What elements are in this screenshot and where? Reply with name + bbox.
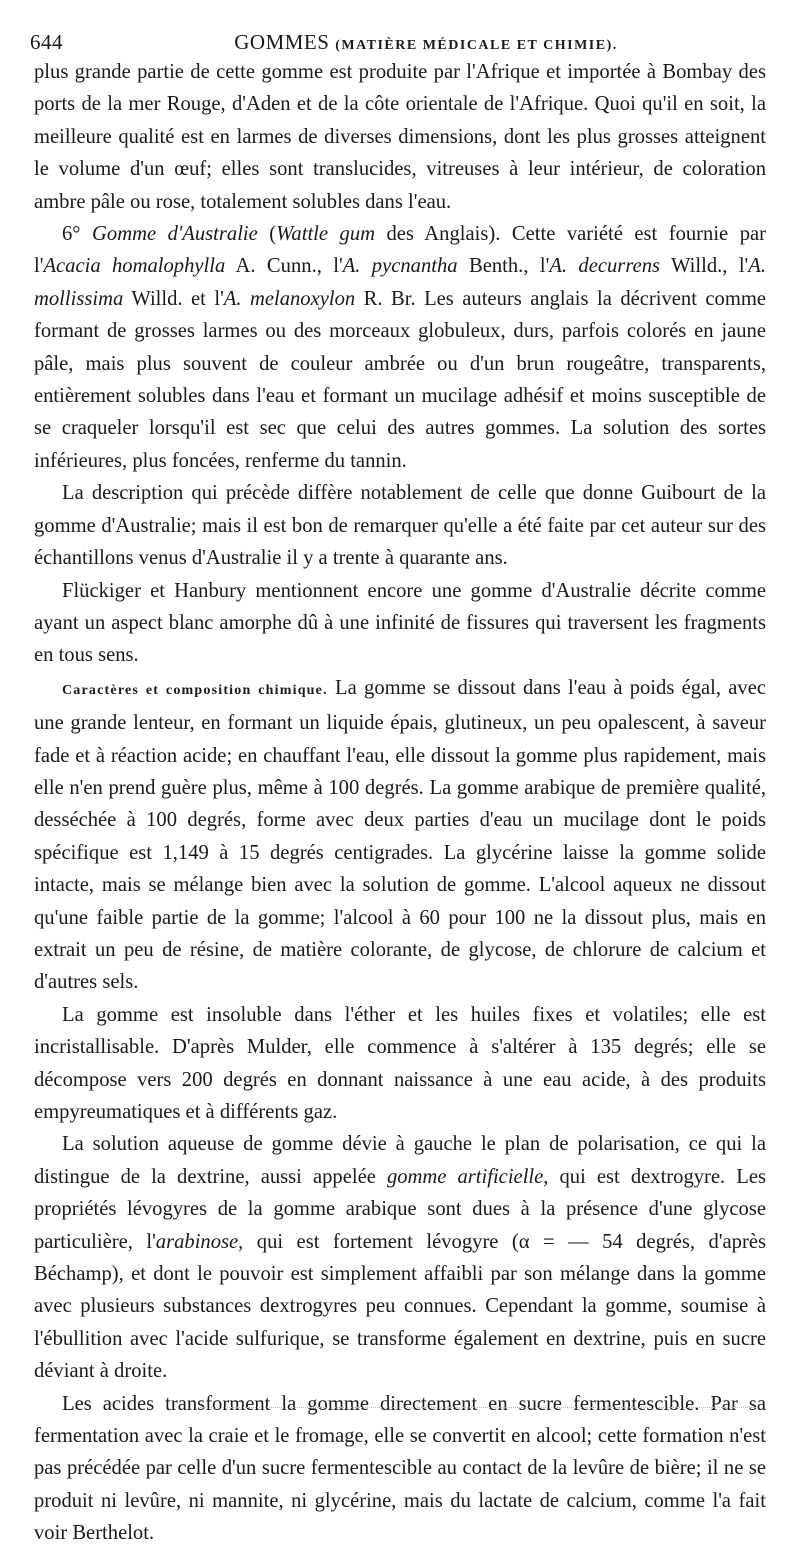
footer-smudge — [200, 1407, 760, 1409]
text-run: Benth., l' — [457, 255, 550, 278]
english-name: Wattle gum — [276, 223, 375, 246]
running-title — [30, 30, 762, 55]
italic-term: arabinose — [155, 1230, 239, 1253]
text-run: La gomme se dissout dans l'eau à poids égal, avec une grande lenteur, en formant un liquide épais, glutineux, un peu opalescent, à saveur fade et à réaction acide; en chauffant l'eau, elle dissout la gomme plus rapidement, mais elle n'en prend guère plus, même à 100 degrés. La gomme arabique de première qualité, desséchée à 100 degrés, forme avec deux parties d'eau un mucilage dont le poids spécifique est 1,149 à 15 degrés centigrades. La glycérine laisse la gomme solide intacte, mais se mélange bien avec la solution de gomme. L'alcool aqueux ne dissout qu'une faible partie de la gomme; l'alcool à 60 pour 100 ne la dissout plus, mais en extrait un peu de résine, de matière colorante, de glycose, de chlorure de calcium et d'autres sels. — [34, 676, 767, 994]
running-header — [30, 28, 762, 54]
text-run: , qui est fortement lévogyre (α = — 54 degrés, d'après Béchamp), et dont le pouvoir est simplement affaibli par son mélange dans la gomme avec plusieurs substances dextrogyres peu connues. Cependant la gomme, soumise à l'ébullition avec l'acide sulfurique, se transforme également en dextrine, puis en sucre déviant à droite. — [34, 1230, 766, 1383]
text-run: ( — [257, 223, 277, 246]
paragraph-acides: Les acides transforment la gomme directement en sucre fermentescible. Par sa fermentation avec la craie et le fromage, elle se convertit en alcool; cette formation n'est pas précédée par celle d'un sucre fermentescible au contact de la levûre de bière; il ne se produit ni levûre, ni mannite, ni glycérine, mais du lactate de calcium, comme l'a fait voir Berthelot. — [34, 1392, 766, 1545]
running-title-sub: (MATIÈRE MÉDICALE ET CHIMIE). — [335, 38, 618, 53]
text-run: , qui est dextrogyre. Les propriétés lévogyres de la gomme arabique sont dues à la présence d'une glycose particulière, l' — [34, 1165, 766, 1253]
species-name: A. pycnantha — [342, 255, 458, 278]
text-run: Willd. et l' — [123, 287, 224, 310]
paragraph-gomme-australie — [34, 218, 766, 477]
paragraph-polarisation — [34, 1128, 766, 1387]
italic-term: gomme artificielle — [386, 1165, 544, 1188]
section-heading: Caractères et composition chimique. — [62, 682, 328, 698]
paragraph-insoluble: La gomme est insoluble dans l'éther et les huiles fixes et volatiles; elle est incristallisable. D'après Mulder, elle commence à s'altérer à 135 degrés; elle se décompose vers 200 degrés en donnant naissance à une eau acide, à des produits empyreumatiques et à différents gaz. — [34, 1003, 766, 1123]
body-text — [34, 56, 766, 1550]
species-name: A. melanoxylon — [223, 287, 356, 310]
text-run: R. Br. Les auteurs anglais la décrivent comme formant de grosses larmes ou des morceaux globuleux, durs, parfois colorés en jaune pâle, mais plus souvent de couleur ambrée ou d'un brun rougeâtre, transparents, entièrement solubles dans l'eau et formant un mucilage adhésif et moins susceptible de se craqueler lorsqu'il est sec que celui des autres gommes. La solution des sortes inférieures, plus foncées, renferme du tannin. — [34, 287, 767, 472]
paragraph-fluckiger: Flückiger et Hanbury mentionnent encore une gomme d'Australie décrite comme ayant un aspect blanc amorphe dû à une infinité de fissures qui traversent les fragments en tous sens. — [34, 579, 766, 667]
text-run: La solution aqueuse de gomme dévie à gauche le plan de polarisation, ce qui la distingue de la dextrine, aussi appelée — [34, 1133, 766, 1188]
species-name: Acacia homalophylla — [43, 255, 226, 278]
species-name: A. decurrens — [549, 255, 661, 278]
page-number: 644 — [30, 30, 63, 54]
section-number: 6° — [62, 223, 93, 246]
text-run: A. Cunn., l' — [225, 255, 343, 278]
paragraph-continuation: plus grande partie de cette gomme est produite par l'Afrique et importée à Bombay des ports de la mer Rouge, d'Aden et de la côte orientale de l'Afrique. Quoi qu'il en soit, la meilleure qualité est en larmes de diverses dimensions, dont les plus grosses atteignent le volume d'un œuf; elles sont translucides, vitreuses à leur intérieur, de coloration ambre pâle ou rose, totalement solubles dans l'eau. — [34, 61, 766, 213]
text-run: des Anglais). Cette variété est fournie par l' — [34, 223, 766, 278]
paragraph-guibourt: La description qui précède diffère notablement de celle que donne Guibourt de la gomme d'Australie; mais il est bon de remarquer qu'elle a été faite par cet auteur sur des échantillons venus d'Australie il y a trente à quarante ans. — [34, 482, 766, 570]
section-title: Gomme d'Australie — [92, 223, 258, 246]
text-run: Willd., l' — [660, 255, 749, 278]
running-title-main: GOMMES — [234, 30, 330, 54]
paragraph-caracteres — [34, 672, 766, 999]
species-name: A. mollissima — [34, 255, 766, 310]
